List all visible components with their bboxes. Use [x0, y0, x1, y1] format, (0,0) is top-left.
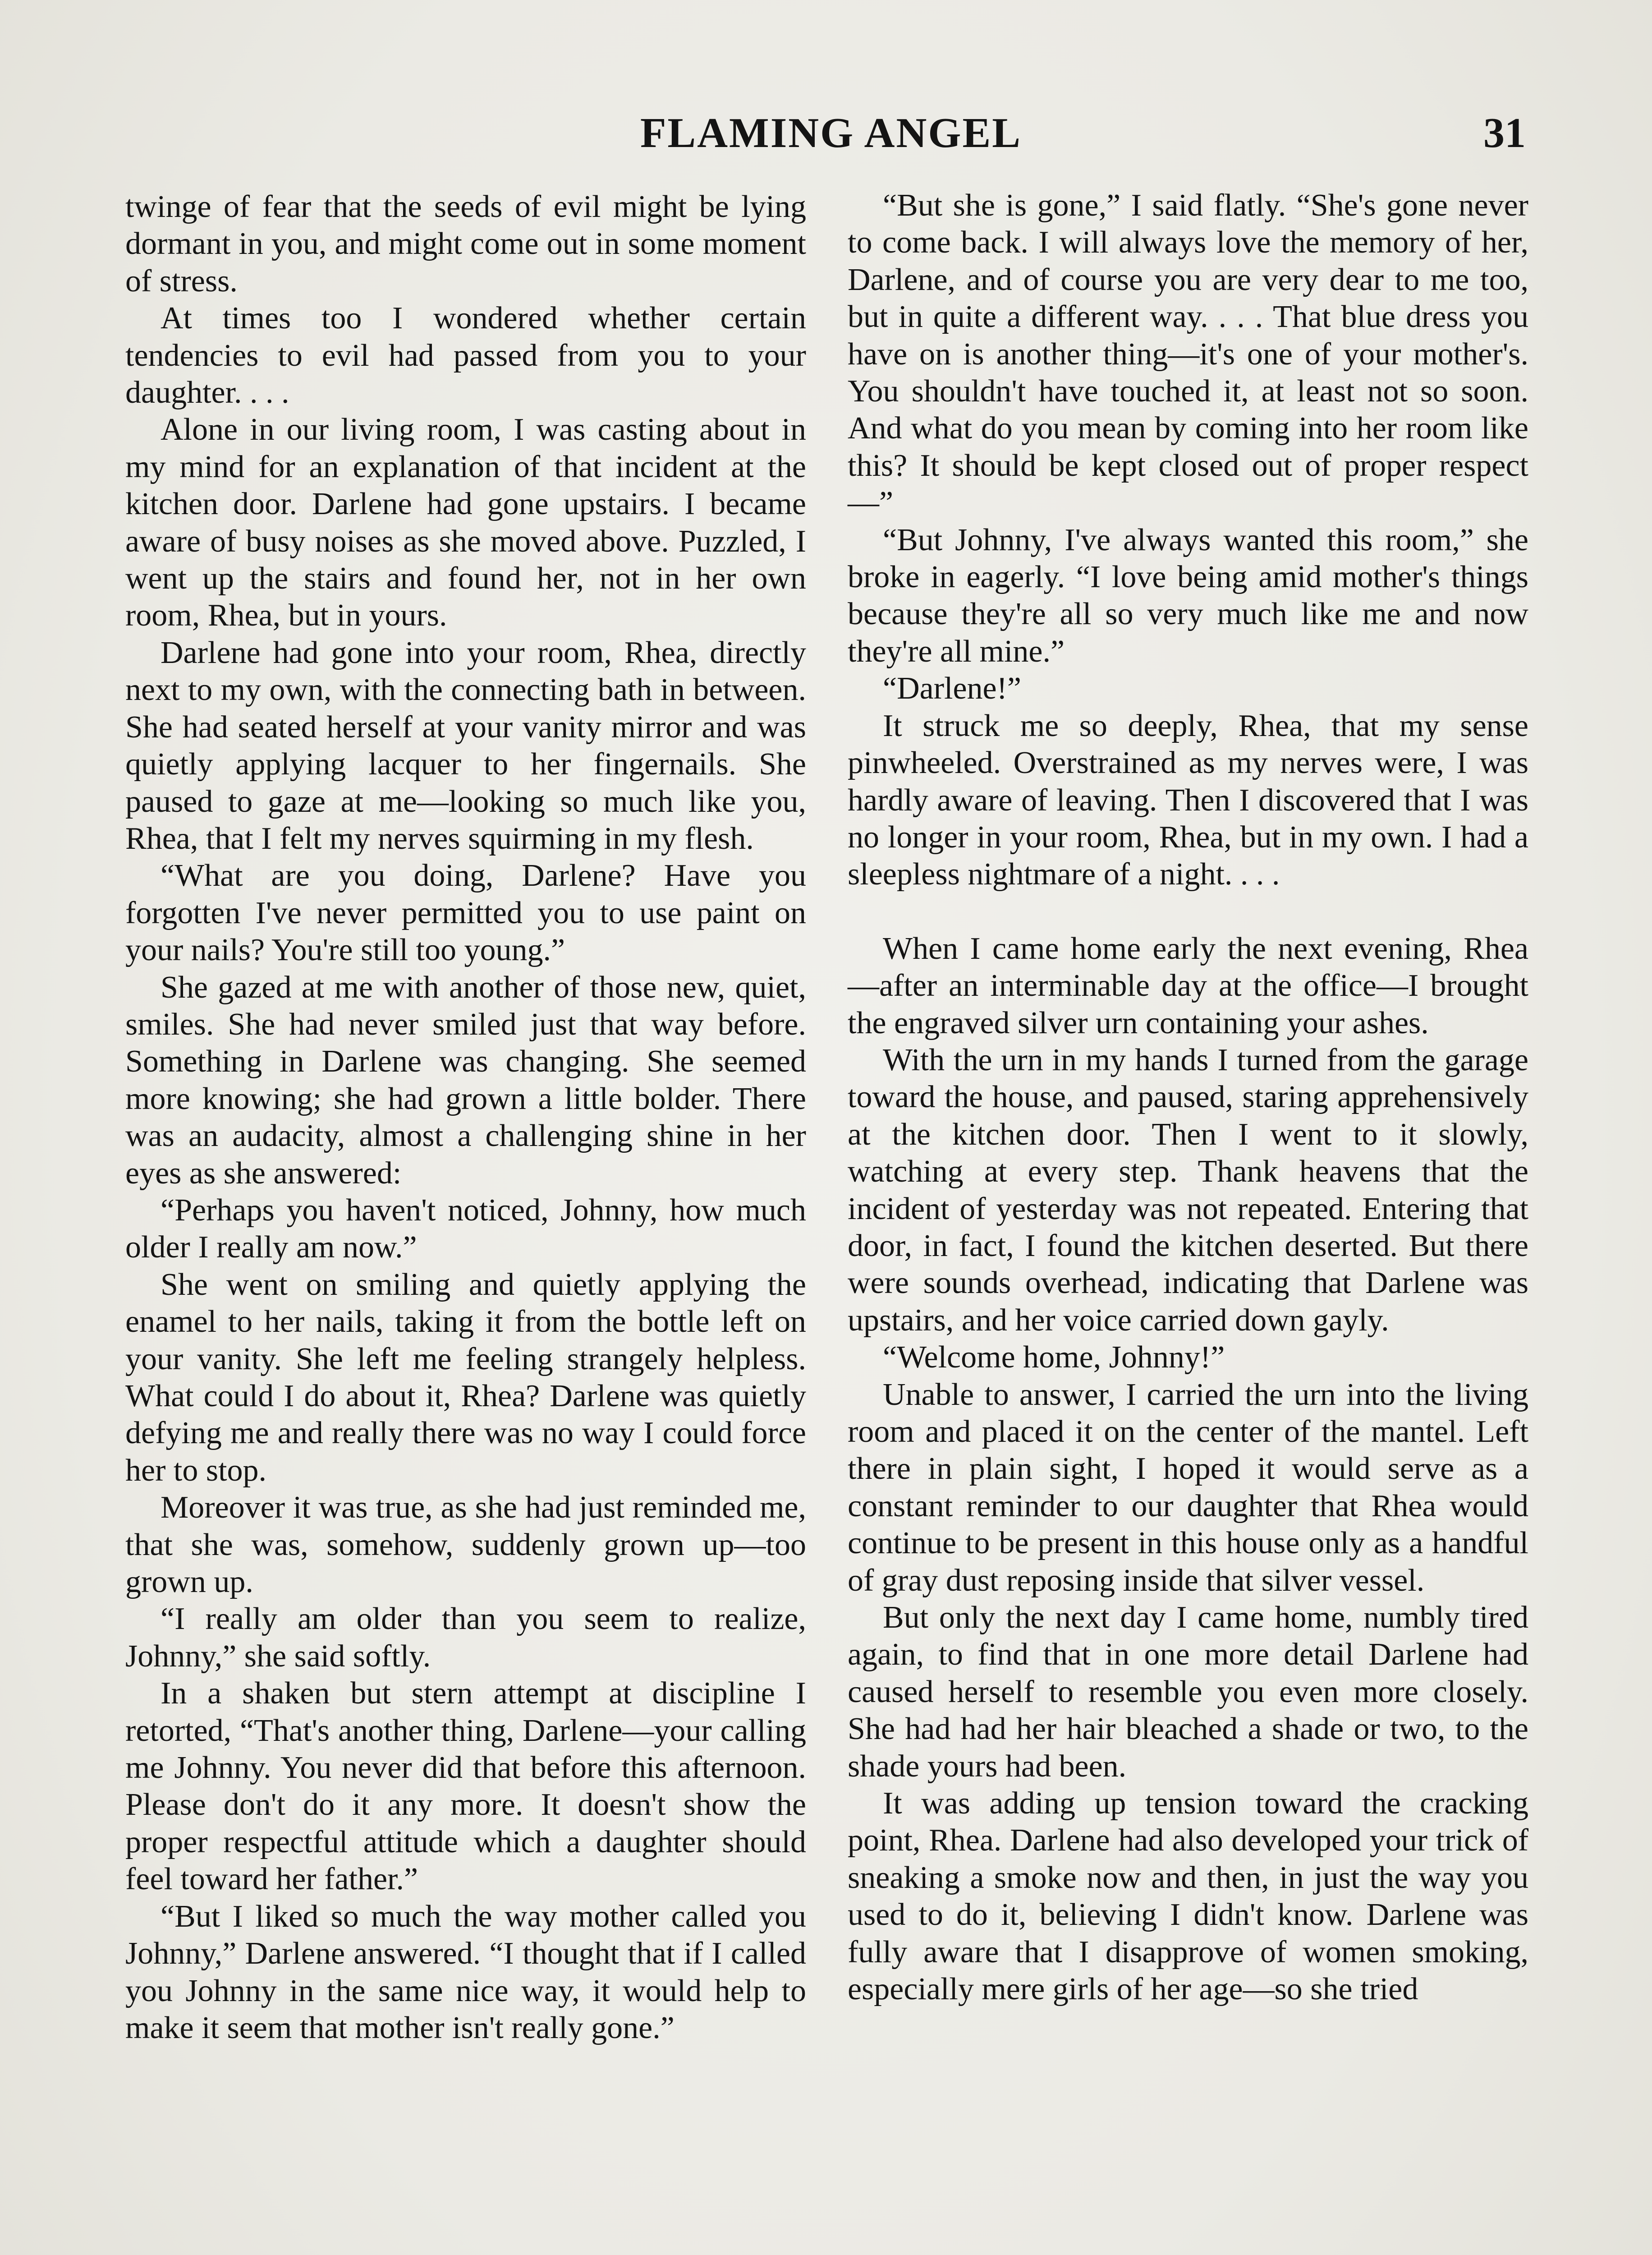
paragraph: At times too I wondered whether certain tendencies to evil had passed from you to your daughter. . . . — [125, 301, 806, 410]
page-number: 31 — [1483, 110, 1526, 156]
running-title: FLAMING ANGEL — [640, 110, 1022, 156]
paragraph: “But she is gone,” I said flatly. “She's gone never to come back. I will always love the memory of her, Darlene, and of course you are very dear to me too, but in quite a different way. . . . That blue dress you have on is another thing—it's one of your mother's. You shouldn't have touched it, at least not so soon. And what do you mean by coming into her room like this? It should be kept closed out of proper respect—” — [848, 188, 1528, 520]
paragraph: It was adding up tension toward the cracking point, Rhea. Darlene had also developed your trick of sneaking a smoke now and then, in just the way you used to do it, believing I didn't know. Darlene was fully aware that I disapprove of women smoking, especially mere girls of her age—so she tried — [848, 1786, 1528, 2007]
paragraph: Unable to answer, I carried the urn into the living room and placed it on the center of the mantel. Left there in plain sight, I hoped it would serve as a constant reminder to our daughter that Rhea would continue to be present in this house only as a handful of gray dust reposing inside that silver vessel. — [848, 1377, 1528, 1598]
paragraph: Moreover it was true, as she had just reminded me, that she was, somehow, suddenly grown up—too grown up. — [125, 1490, 806, 1600]
paragraph: “Darlene!” — [883, 671, 1021, 706]
paragraph: In a shaken but stern attempt at discipline I retorted, “That's another thing, Darlene—your calling me Johnny. You never did that before this afternoon. Please don't do it any more. It doesn't show the proper respectful attitude which a daughter should feel toward her father.” — [125, 1676, 806, 1897]
left-column — [125, 189, 806, 2047]
paragraph: “What are you doing, Darlene? Have you forgotten I've never permitted you to use paint on your nails? You're still too young.” — [125, 858, 806, 968]
paragraph: She gazed at me with another of those new, quiet, smiles. She had never smiled just that way before. Something in Darlene was changing. She seemed more knowing; she had grown a little bolder. There was an audacity, almost a challenging shine in her eyes as she answered: — [125, 970, 806, 1191]
paragraph: Darlene had gone into your room, Rhea, directly next to my own, with the connecting bath in between. She had seated herself at your vanity mirror and was quietly applying lacquer to her fingernails. She paused to gaze at me—looking so much like you, Rhea, that I felt my nerves squirming in my flesh. — [125, 635, 806, 856]
paragraph: “But I liked so much the way mother called you Johnny,” Darlene answered. “I thought that if I called you Johnny in the same nice way, it would help to make it seem that mother isn't really gone.” — [125, 1899, 806, 2045]
paragraph: “But Johnny, I've always wanted this room,” she broke in eagerly. “I love being amid mother's things because they're all so very much like me and now they're all mine.” — [848, 522, 1528, 669]
paragraph: Alone in our living room, I was casting about in my mind for an explanation of that incident at the kitchen door. Darlene had gone upstairs. I became aware of busy noises as she moved above. Puzzled, I went up the stairs and found her, not in her own room, Rhea, but in yours. — [125, 412, 806, 633]
paragraph: When I came home early the next evening, Rhea—after an interminable day at the office—I brought the engraved silver urn containing your ashes. — [848, 931, 1528, 1040]
right-column — [848, 187, 1528, 2008]
paragraph: “Welcome home, Johnny!” — [883, 1340, 1225, 1375]
paragraph: “I really am older than you seem to realize, Johnny,” she said softly. — [125, 1602, 806, 1674]
paragraph: twinge of fear that the seeds of evil might be lying dormant in you, and might come out in some moment of stress. — [125, 189, 806, 299]
paragraph: But only the next day I came home, numbly tired again, to find that in one more detail Darlene had caused herself to resemble you even more closely. She had had her hair bleached a shade or two, to the shade yours had been. — [848, 1600, 1528, 1784]
section-break — [848, 893, 1528, 930]
paragraph: It struck me so deeply, Rhea, that my sense pinwheeled. Overstrained as my nerves were, I was hardly aware of leaving. Then I discovered that I was no longer in your room, Rhea, but in my own. I had a sleepless nightmare of a night. . . . — [848, 708, 1528, 892]
paragraph: She went on smiling and quietly applying the enamel to her nails, taking it from the bottle left on your vanity. She left me feeling strangely helpless. What could I do about it, Rhea? Darlene was quietly defying me and really there was no way I could force her to stop. — [125, 1267, 806, 1488]
paragraph: With the urn in my hands I turned from the garage toward the house, and paused, staring apprehensively at the kitchen door. Then I went to it slowly, watching at every step. Thank heavens that the incident of yesterday was not repeated. Entering that door, in fact, I found the kitchen deserted. But there were sounds overhead, indicating that Darlene was upstairs, and her voice carried down gayly. — [848, 1042, 1528, 1338]
paragraph: “Perhaps you haven't noticed, Johnny, how much older I really am now.” — [125, 1192, 806, 1265]
